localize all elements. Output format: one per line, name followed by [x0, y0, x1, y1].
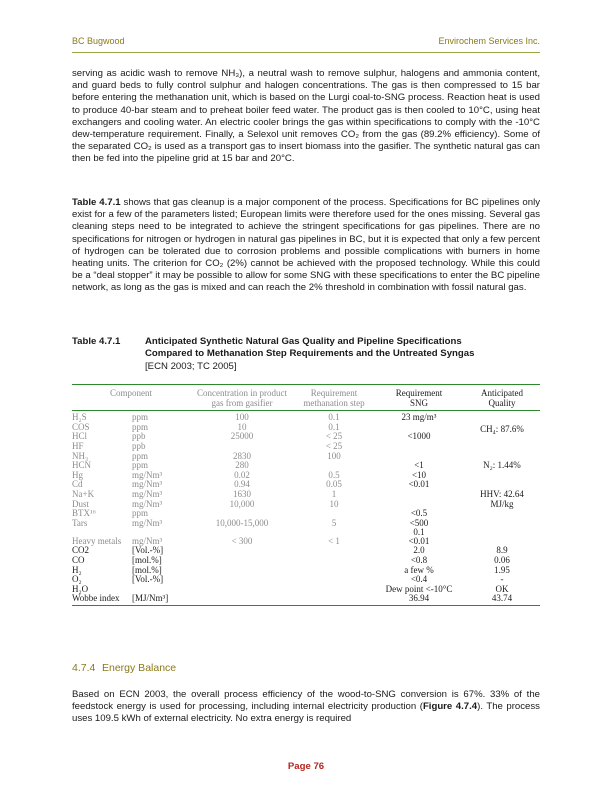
header-methanation: Requirement [294, 385, 374, 399]
row-component: Dust [72, 498, 90, 509]
table-row [72, 575, 540, 585]
header-sng: Requirement [374, 385, 464, 399]
header-rule [72, 52, 540, 53]
row-component: H₂S [72, 412, 87, 423]
row-sng: <0.8 [410, 554, 428, 565]
page-number: Page 76 [287, 761, 325, 772]
row-anticipated: MJ/kg [490, 498, 514, 509]
row-unit: mg/Nm³ [132, 498, 163, 509]
section-heading [72, 662, 176, 674]
row-sng: <0.01 [408, 535, 430, 546]
row-unit: mg/Nm³ [132, 488, 163, 499]
row-methanation: 0.1 [328, 421, 340, 432]
row-concentration: 10,000-15,000 [215, 517, 269, 528]
row-concentration: < 300 [231, 535, 253, 546]
row-sng: <10 [411, 469, 427, 480]
gas-quality-table [72, 384, 540, 606]
row-sng: <1000 [407, 431, 431, 442]
row-sng: 23 mg/m³ [401, 412, 437, 423]
row-concentration: 0.94 [234, 479, 250, 490]
row-anticipated: N₂: 1.44% [483, 460, 521, 471]
row-unit: ppm [132, 421, 149, 432]
table-header-row-2 [72, 399, 540, 411]
row-component: BTX¹⁶ [72, 508, 96, 519]
row-unit: [Vol.-%] [132, 545, 164, 556]
row-anticipated: OK [495, 583, 509, 594]
row-anticipated: 43.74 [464, 594, 540, 605]
row-component: CO2 [72, 545, 90, 556]
table-title-line-1: Anticipated Synthetic Natural Gas Quality and Pipeline Specifications [145, 336, 462, 347]
row-unit: [mol.%] [132, 564, 162, 575]
row-component: Hg [72, 469, 83, 480]
table-title [145, 336, 540, 373]
section-number: 4.7.4 [72, 662, 96, 674]
row-methanation: 1 [331, 488, 337, 499]
row-methanation: 100 [327, 450, 341, 461]
row-methanation: < 1 [328, 535, 340, 546]
paragraph-gas-cleanup-text: shows that gas cleanup is a major component of the process. Specifications for BC pipelines only exist for a few of the parameters listed; European limits were therefore used for the ones missing. Several gas cleaning steps need to be integrated to achieve the stringent specifications for gas pipelines. There are no specifications for nitrogen or hydrogen in natural gas pipelines in BC, but it is expected that only a few percent of hydrogen can be tolerated due to corrosion problems and possible complications with burners in home heating units. The criterion for CO₂ (2%) cannot be achieved with the proposed technology. While this could be a “deal stopper” it may be possible to allow for some SNG with these specifications to enter the BC pipeline network, as long as the gas is mixed and can reach the 2% threshold in combination with fossil natural gas. [72, 197, 540, 294]
table-number: Table 4.7.1 [72, 336, 121, 347]
row-component: HCN [72, 460, 92, 471]
paragraph-energy-text-a: Based on ECN 2003, the overall process efficiency of the wood-to-SNG conversion is 67%. 33% of the feedstock energy is used for processing, including internal electricity production ( [72, 689, 540, 713]
paragraph-process: serving as acidic wash to remove NH₃), a neutral wash to remove sulphur, halogens and ammonia content, and guard beds to fully control sulphur and halogen concentrations. The gas is then compressed to 15 bar before entering the methanation unit, which is based on the Lurgi coal-to-SNG process. Reaction heat is used to produce 40-bar steam and to preheat boiler feed water. The product gas is then cooled to 10°C, using heat exchangers and cooling water. An electric cooler brings the gas within specifications to comply with the -10°C dew-temperature requirement. Finally, a Selexol unit removes CO₂ from the gas (89.2% efficiency). Some of the separated CO₂ is used as a transport gas to insert biomass into the gasifier. The synthetic natural gas can then be fed into the pipeline grid at 15 bar and 20°C. [72, 68, 540, 165]
row-concentration: 0.02 [234, 469, 250, 480]
row-unit: mg/Nm³ [132, 479, 163, 490]
table-source: [ECN 2003; TC 2005] [145, 360, 237, 372]
header-sng-2: SNG [374, 399, 464, 411]
row-sng: <1 [414, 460, 424, 471]
header-anticipated-2: Quality [464, 399, 540, 411]
paragraph-energy-text-b: ). The process uses 109.5 kWh of external electricity. No extra energy is required [72, 701, 540, 725]
row-component: O₂ [72, 574, 82, 585]
row-sng: <0.5 [410, 508, 428, 519]
row-unit: mg/Nm³ [132, 469, 163, 480]
table-row [72, 519, 540, 537]
row-unit: ppm [132, 508, 149, 519]
row-anticipated: - [500, 574, 504, 585]
header-right: Envirochem Services Inc. [438, 36, 540, 46]
row-unit: [Vol.-%] [132, 574, 164, 585]
row-concentration: 2830 [233, 450, 251, 461]
figure-reference: Figure 4.7.4 [422, 701, 478, 713]
sng-btx: <500 [409, 517, 429, 528]
header-concentration-2: gas from gasifier [190, 399, 294, 411]
row-component: Cd [72, 479, 83, 490]
row-methanation: 0.05 [326, 479, 342, 490]
row-methanation: < 25 [325, 431, 343, 442]
row-anticipated: HHV: 42.64 [480, 488, 524, 499]
row-unit: [mol.%] [132, 554, 162, 565]
row-component: HCl [72, 431, 88, 442]
row-concentration: 25000 [230, 431, 254, 442]
header-methanation-2: methanation step [294, 399, 374, 411]
table-title-line-2: Compared to Methanation Step Requirements and the Untreated Syngas [145, 348, 475, 360]
page-header [72, 36, 540, 50]
table-header-row [72, 385, 540, 399]
row-unit: ppb [132, 440, 146, 451]
row-methanation: 5 [331, 517, 337, 528]
row-concentration: 1630 [233, 488, 251, 499]
row-component: H₂O [72, 583, 89, 594]
row-component: Na+K [72, 488, 95, 499]
row-concentration: 10 [237, 421, 247, 432]
row-component: Wobbe index [72, 594, 132, 605]
header-left: BC Bugwood [72, 36, 125, 46]
row-component: NH₃ [72, 450, 89, 461]
row-methanation: 0.5 [328, 469, 340, 480]
row-component: CO [72, 554, 85, 565]
header-anticipated: Anticipated [464, 385, 540, 399]
row-methanation: < 25 [325, 440, 343, 451]
table-row [72, 411, 540, 423]
table-reference: Table 4.7.1 [72, 197, 121, 208]
row-sng: 2.0 [413, 545, 425, 556]
row-anticipated: CH₄: 87.6% [480, 424, 524, 435]
paragraph-gas-cleanup [72, 197, 540, 295]
row-anticipated: 0.06 [494, 554, 510, 565]
row-unit: ppm [132, 412, 149, 423]
paragraph-energy-balance [72, 689, 540, 726]
row-unit: mg/Nm³ [132, 535, 163, 546]
row-methanation: 0.1 [328, 412, 340, 423]
row-sng [374, 519, 464, 537]
row-concentration: 280 [235, 460, 249, 471]
row-component: Heavy metals [72, 535, 122, 546]
row-unit: [MJ/Nm³] [132, 594, 190, 605]
row-unit: ppm [132, 450, 149, 461]
row-component: Tars [72, 517, 88, 528]
row-sng: 36.94 [374, 594, 464, 605]
row-unit: mg/Nm³ [132, 517, 163, 528]
table-row [72, 594, 540, 605]
row-sng: <0.01 [408, 479, 430, 490]
row-sng: a few % [404, 564, 434, 575]
row-anticipated: 8.9 [496, 545, 508, 556]
sng-tars: 0.1 [413, 526, 425, 537]
row-concentration: 100 [235, 412, 249, 423]
row-concentration: 10,000 [229, 498, 255, 509]
row-component: HF [72, 440, 84, 451]
row-sng: Dew point <-10°C [385, 583, 453, 594]
header-concentration: Concentration in product [190, 385, 294, 399]
row-component: COS [72, 421, 90, 432]
row-unit: ppm [132, 460, 149, 471]
row-component: H₂ [72, 564, 82, 575]
row-anticipated: 1.95 [494, 564, 510, 575]
row-methanation: 10 [329, 498, 339, 509]
row-unit: ppb [132, 431, 146, 442]
header-component: Component [72, 385, 190, 399]
section-title: Energy Balance [102, 662, 177, 674]
row-sng: <0.4 [410, 574, 428, 585]
